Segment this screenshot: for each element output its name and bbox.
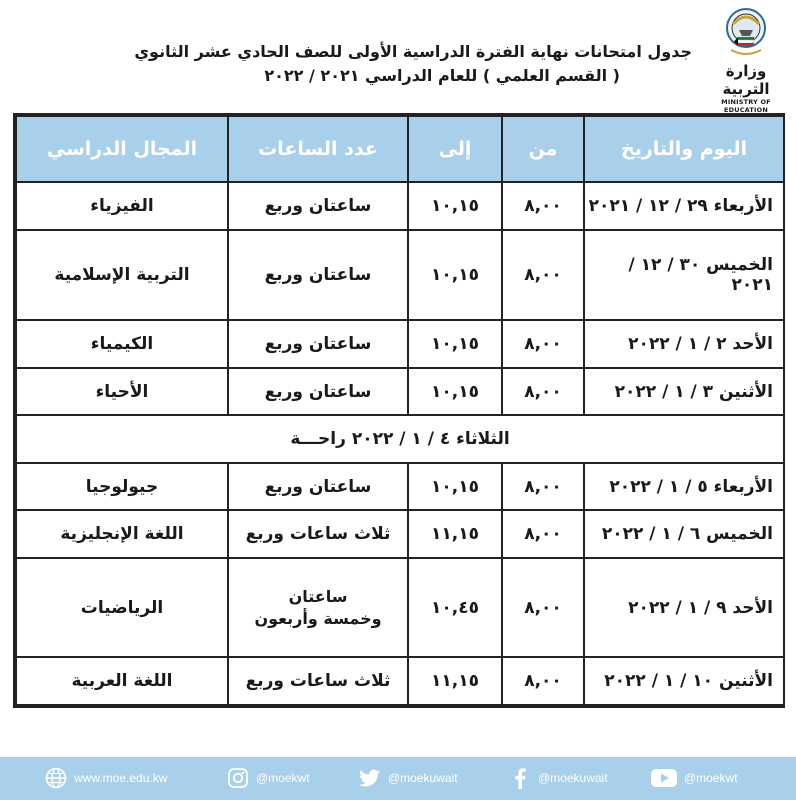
page-header — [0, 0, 796, 114]
cell-from: ٨,٠٠ — [502, 182, 584, 230]
footer-twitter[interactable] — [358, 765, 458, 791]
cell-subject: اللغة الإنجليزية — [16, 510, 228, 558]
cell-from: ٨,٠٠ — [502, 558, 584, 657]
header-to: إلى — [408, 116, 502, 182]
facebook-icon — [508, 766, 532, 790]
table-row — [16, 558, 784, 657]
cell-subject: التربية الإسلامية — [16, 230, 228, 321]
cell-rest-day: الثلاثاء ٤ / ١ / ٢٠٢٢ راحـــة — [16, 415, 784, 463]
cell-from: ٨,٠٠ — [502, 510, 584, 558]
cell-to: ١١,١٥ — [408, 657, 502, 705]
cell-date: الأحد ٩ / ١ / ٢٠٢٢ — [584, 558, 784, 657]
table-row — [16, 463, 784, 511]
footer-bar — [0, 757, 796, 800]
cell-hours: ثلاث ساعات وربع — [228, 510, 408, 558]
cell-to: ١٠,٤٥ — [408, 558, 502, 657]
cell-to: ١٠,١٥ — [408, 182, 502, 230]
ministry-name-ar: وزارة التربية — [722, 62, 770, 98]
cell-from: ٨,٠٠ — [502, 368, 584, 416]
table-row — [16, 657, 784, 705]
youtube-handle: @moekwt — [684, 771, 738, 785]
table-row — [16, 230, 784, 321]
footer-youtube[interactable] — [650, 765, 738, 791]
cell-date: الأحد ٢ / ١ / ٢٠٢٢ — [584, 320, 784, 368]
cell-date: الأربعاء ٥ / ١ / ٢٠٢٢ — [584, 463, 784, 511]
cell-hours — [228, 558, 408, 657]
emblem-icon — [723, 6, 769, 60]
cell-subject: جيولوجيا — [16, 463, 228, 511]
instagram-handle: @moekwt — [256, 771, 310, 785]
ministry-name-en: MINISTRY OF EDUCATION — [721, 98, 771, 114]
cell-to: ١٠,١٥ — [408, 463, 502, 511]
header-date: اليوم والتاريخ — [584, 116, 784, 182]
cell-subject: الكيمياء — [16, 320, 228, 368]
header-from: من — [502, 116, 584, 182]
cell-hours: ثلاث ساعات وربع — [228, 657, 408, 705]
footer-facebook[interactable] — [508, 765, 608, 791]
cell-to: ١٠,١٥ — [408, 368, 502, 416]
rest-row — [16, 415, 784, 463]
cell-subject: الرياضيات — [16, 558, 228, 657]
table-row — [16, 368, 784, 416]
twitter-icon — [358, 766, 382, 790]
cell-hours: ساعتان وربع — [228, 463, 408, 511]
youtube-icon — [650, 766, 678, 790]
table-row — [16, 320, 784, 368]
cell-date: الخميس ٦ / ١ / ٢٠٢٢ — [584, 510, 784, 558]
website-text: www.moe.edu.kw — [74, 771, 168, 785]
cell-date: الأثنين ١٠ / ١ / ٢٠٢٢ — [584, 657, 784, 705]
cell-from: ٨,٠٠ — [502, 463, 584, 511]
table-row — [16, 182, 784, 230]
cell-from: ٨,٠٠ — [502, 657, 584, 705]
cell-to: ١١,١٥ — [408, 510, 502, 558]
cell-from: ٨,٠٠ — [502, 230, 584, 321]
cell-subject: الفيزياء — [16, 182, 228, 230]
cell-to: ١٠,١٥ — [408, 230, 502, 321]
cell-hours: ساعتان وربع — [228, 368, 408, 416]
cell-date: الأثنين ٣ / ١ / ٢٠٢٢ — [584, 368, 784, 416]
cell-hours: ساعتان وربع — [228, 230, 408, 321]
footer-website[interactable] — [44, 765, 167, 791]
title-line-2: ( القسم العلمي ) للعام الدراسي ٢٠٢١ / ٢٠٢٢ — [264, 66, 620, 85]
twitter-handle: @moekuwait — [388, 771, 458, 785]
cell-hours: ساعتان وربع — [228, 182, 408, 230]
table-row — [16, 510, 784, 558]
cell-hours: ساعتان وربع — [228, 320, 408, 368]
cell-date: الخميس ٣٠ / ١٢ / ٢٠٢١ — [584, 230, 784, 321]
header-subject: المجال الدراسي — [16, 116, 228, 182]
title-line-1: جدول امتحانات نهاية الفترة الدراسية الأولى للصف الحادي عشر الثانوي — [134, 42, 692, 61]
facebook-handle: @moekuwait — [538, 771, 608, 785]
cell-date: الأربعاء ٢٩ / ١٢ / ٢٠٢١ — [584, 182, 784, 230]
footer-instagram[interactable] — [226, 765, 310, 791]
table-header-row — [16, 116, 784, 182]
cell-hours-line-2: وخمسة وأربعون — [254, 608, 382, 628]
cell-from: ٨,٠٠ — [502, 320, 584, 368]
cell-hours-line-1: ساعتان — [288, 586, 348, 606]
instagram-icon — [226, 766, 250, 790]
cell-subject: اللغة العربية — [16, 657, 228, 705]
cell-subject: الأحياء — [16, 368, 228, 416]
globe-icon — [44, 766, 68, 790]
exam-schedule-table — [13, 113, 785, 708]
header-hours: عدد الساعات — [228, 116, 408, 182]
page-title — [120, 40, 692, 88]
ministry-logo — [700, 6, 792, 114]
cell-to: ١٠,١٥ — [408, 320, 502, 368]
